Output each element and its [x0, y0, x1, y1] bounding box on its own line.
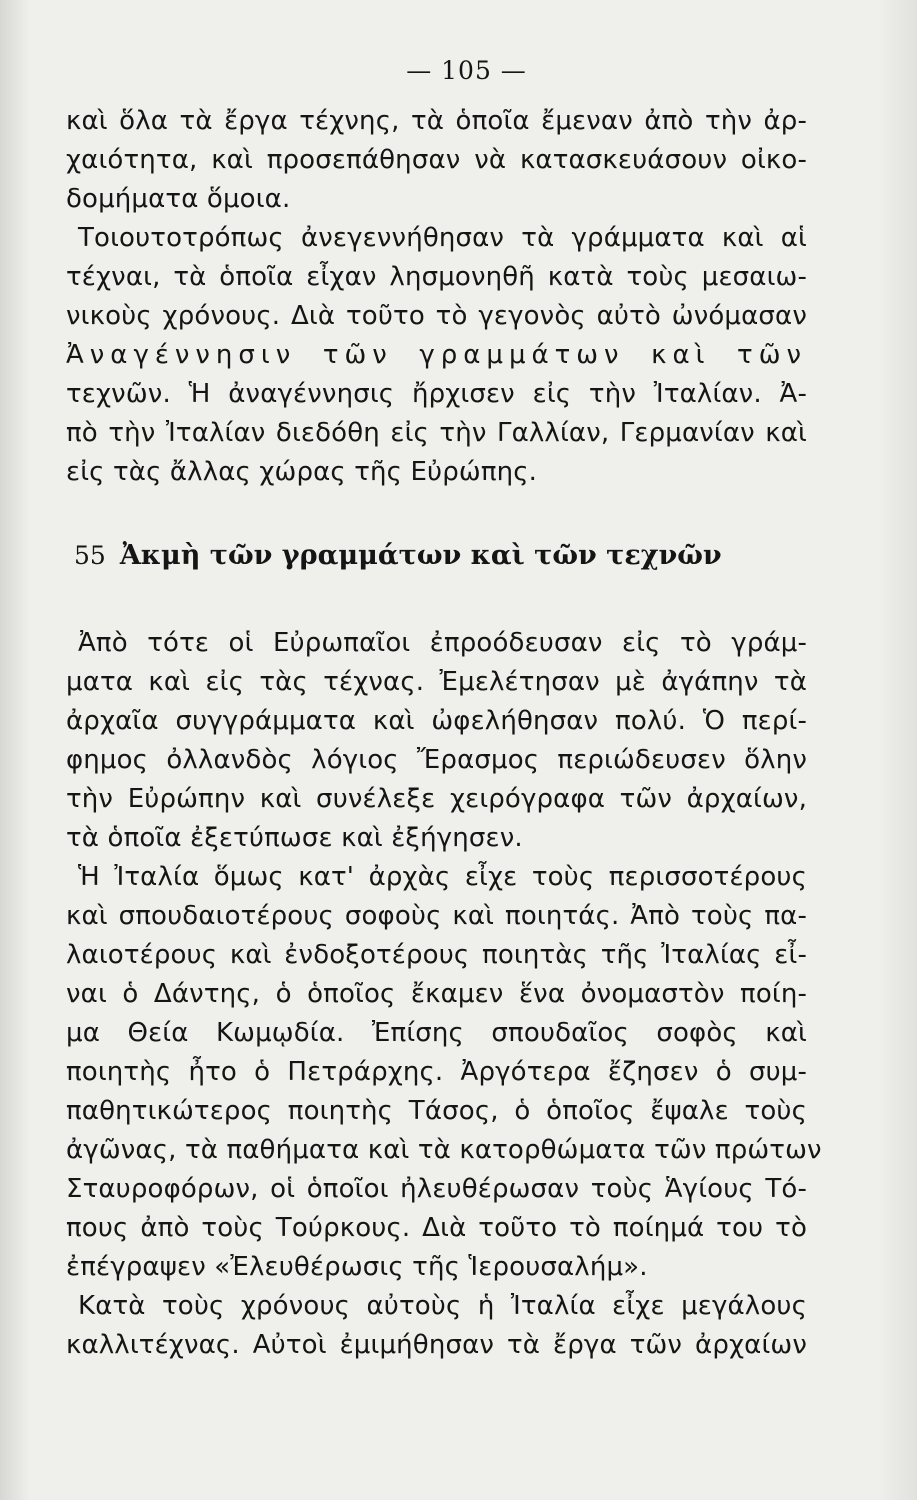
text-line: πους ἀπὸ τοὺς Τούρκους. Διὰ τοῦτο τὸ ποίημά του τὸ	[66, 1213, 807, 1243]
text-line: καὶ σπουδαιοτέρους σοφοὺς καὶ ποιητάς. Ἀπὸ τοὺς πα-	[66, 901, 807, 931]
text-line: καλλιτέχνας. Αὐτοὶ ἐμιμήθησαν τὰ ἔργα τῶν ἀρχαίων	[66, 1330, 807, 1360]
text-line: Τοιουτοτρόπως ἀνεγεννήθησαν τὰ γράμματα καὶ αἱ	[78, 223, 807, 253]
paragraph-artists	[66, 1287, 807, 1365]
text-line: τὴν Εὐρώπην καὶ συνέλεξε χειρόγραφα τῶν ἀρχαίων,	[66, 784, 807, 814]
text-line: καὶ ὅλα τὰ ἔργα τέχνης, τὰ ὁποῖα ἔμεναν ἀπὸ τὴν ἀρ-	[66, 106, 807, 136]
text-line: Κατὰ τοὺς χρόνους αὐτοὺς ἡ Ἰταλία εἶχε μεγάλους	[78, 1291, 807, 1321]
paragraph-renaissance	[66, 219, 807, 492]
section-title: Ἀκμὴ τῶν γραμμάτων καὶ τῶν τεχνῶν	[119, 540, 722, 571]
text-line: ἐπέγραψεν «Ἐλευθέρωσις τῆς Ἱερουσαλήμ».	[66, 1252, 648, 1282]
text-line: τεχνῶν. Ἡ ἀναγέννησις ἤρχισεν εἰς τὴν Ἰταλίαν. Ἀ-	[66, 379, 807, 409]
text-line: πὸ τὴν Ἰταλίαν διεδόθη εἰς τὴν Γαλλίαν, Γερμανίαν καὶ	[66, 418, 807, 448]
paragraph-europeans	[66, 624, 807, 858]
text-line: Ἀπὸ τότε οἱ Εὐρωπαῖοι ἐπροόδευσαν εἰς τὸ γράμ-	[78, 628, 807, 658]
text-line: λαιοτέρους καὶ ἐνδοξοτέρους ποιητὰς τῆς Ἰταλίας εἶ-	[66, 940, 807, 970]
text-line: ματα καὶ εἰς τὰς τέχνας. Ἐμελέτησαν μὲ ἀγάπην τὰ	[66, 667, 807, 697]
text-line: εἰς τὰς ἄλλας χώρας τῆς Εὐρώπης.	[66, 457, 538, 487]
page-number: — 105 —	[406, 56, 527, 85]
text-line: ποιητὴς ἦτο ὁ Πετράρχης. Ἀργότερα ἔζησεν ὁ συμ-	[66, 1057, 807, 1087]
text-line: τὰ ὁποῖα ἐξετύπωσε καὶ ἐξήγησεν.	[66, 823, 523, 853]
text-line: Ἀναγέννησιν τῶν γραμμάτων καὶ τῶν	[66, 340, 807, 370]
text-line: ναι ὁ Δάντης, ὁ ὁποῖος ἔκαμεν ἕνα ὀνομαστὸν ποίη-	[66, 979, 807, 1009]
text-line: ἀγῶνας, τὰ παθήματα καὶ τὰ κατορθώματα τῶν πρώτων	[66, 1135, 822, 1165]
text-line: νικοὺς χρόνους. Διὰ τοῦτο τὸ γεγονὸς αὐτὸ ὠνόμασαν	[66, 301, 807, 331]
text-line: τέχναι, τὰ ὁποῖα εἶχαν λησμονηθῆ κατὰ τοὺς μεσαιω-	[66, 262, 807, 292]
text-line: Ἡ Ἰταλία ὅμως κατ' ἀρχὰς εἶχε τοὺς περισσοτέρους	[78, 862, 807, 892]
section-heading	[66, 540, 807, 580]
text-line: Σταυροφόρων, οἱ ὁποῖοι ἠλευθέρωσαν τοὺς Ἁγίους Τό-	[66, 1174, 807, 1204]
text-line: μα Θεία Κωμῳδία. Ἐπίσης σπουδαῖος σοφὸς καὶ	[66, 1018, 807, 1048]
text-line: παθητικώτερος ποιητὴς Τάσος, ὁ ὁποῖος ἔψαλε τοὺς	[66, 1096, 807, 1126]
text-line: ἀρχαῖα συγγράμματα καὶ ὠφελήθησαν πολύ. Ὁ περί-	[66, 706, 807, 736]
section-number: 55	[74, 541, 106, 570]
paragraph-italy	[66, 858, 822, 1287]
paragraph-continuation	[66, 102, 807, 219]
text-line: χαιότητα, καὶ προσεπάθησαν νὰ κατασκευάσουν οἰκο-	[66, 145, 807, 175]
text-line: δομήματα ὅμοια.	[66, 184, 291, 214]
text-line: φημος ὀλλανδὸς λόγιος Ἔρασμος περιώδευσεν ὅλην	[66, 745, 807, 775]
